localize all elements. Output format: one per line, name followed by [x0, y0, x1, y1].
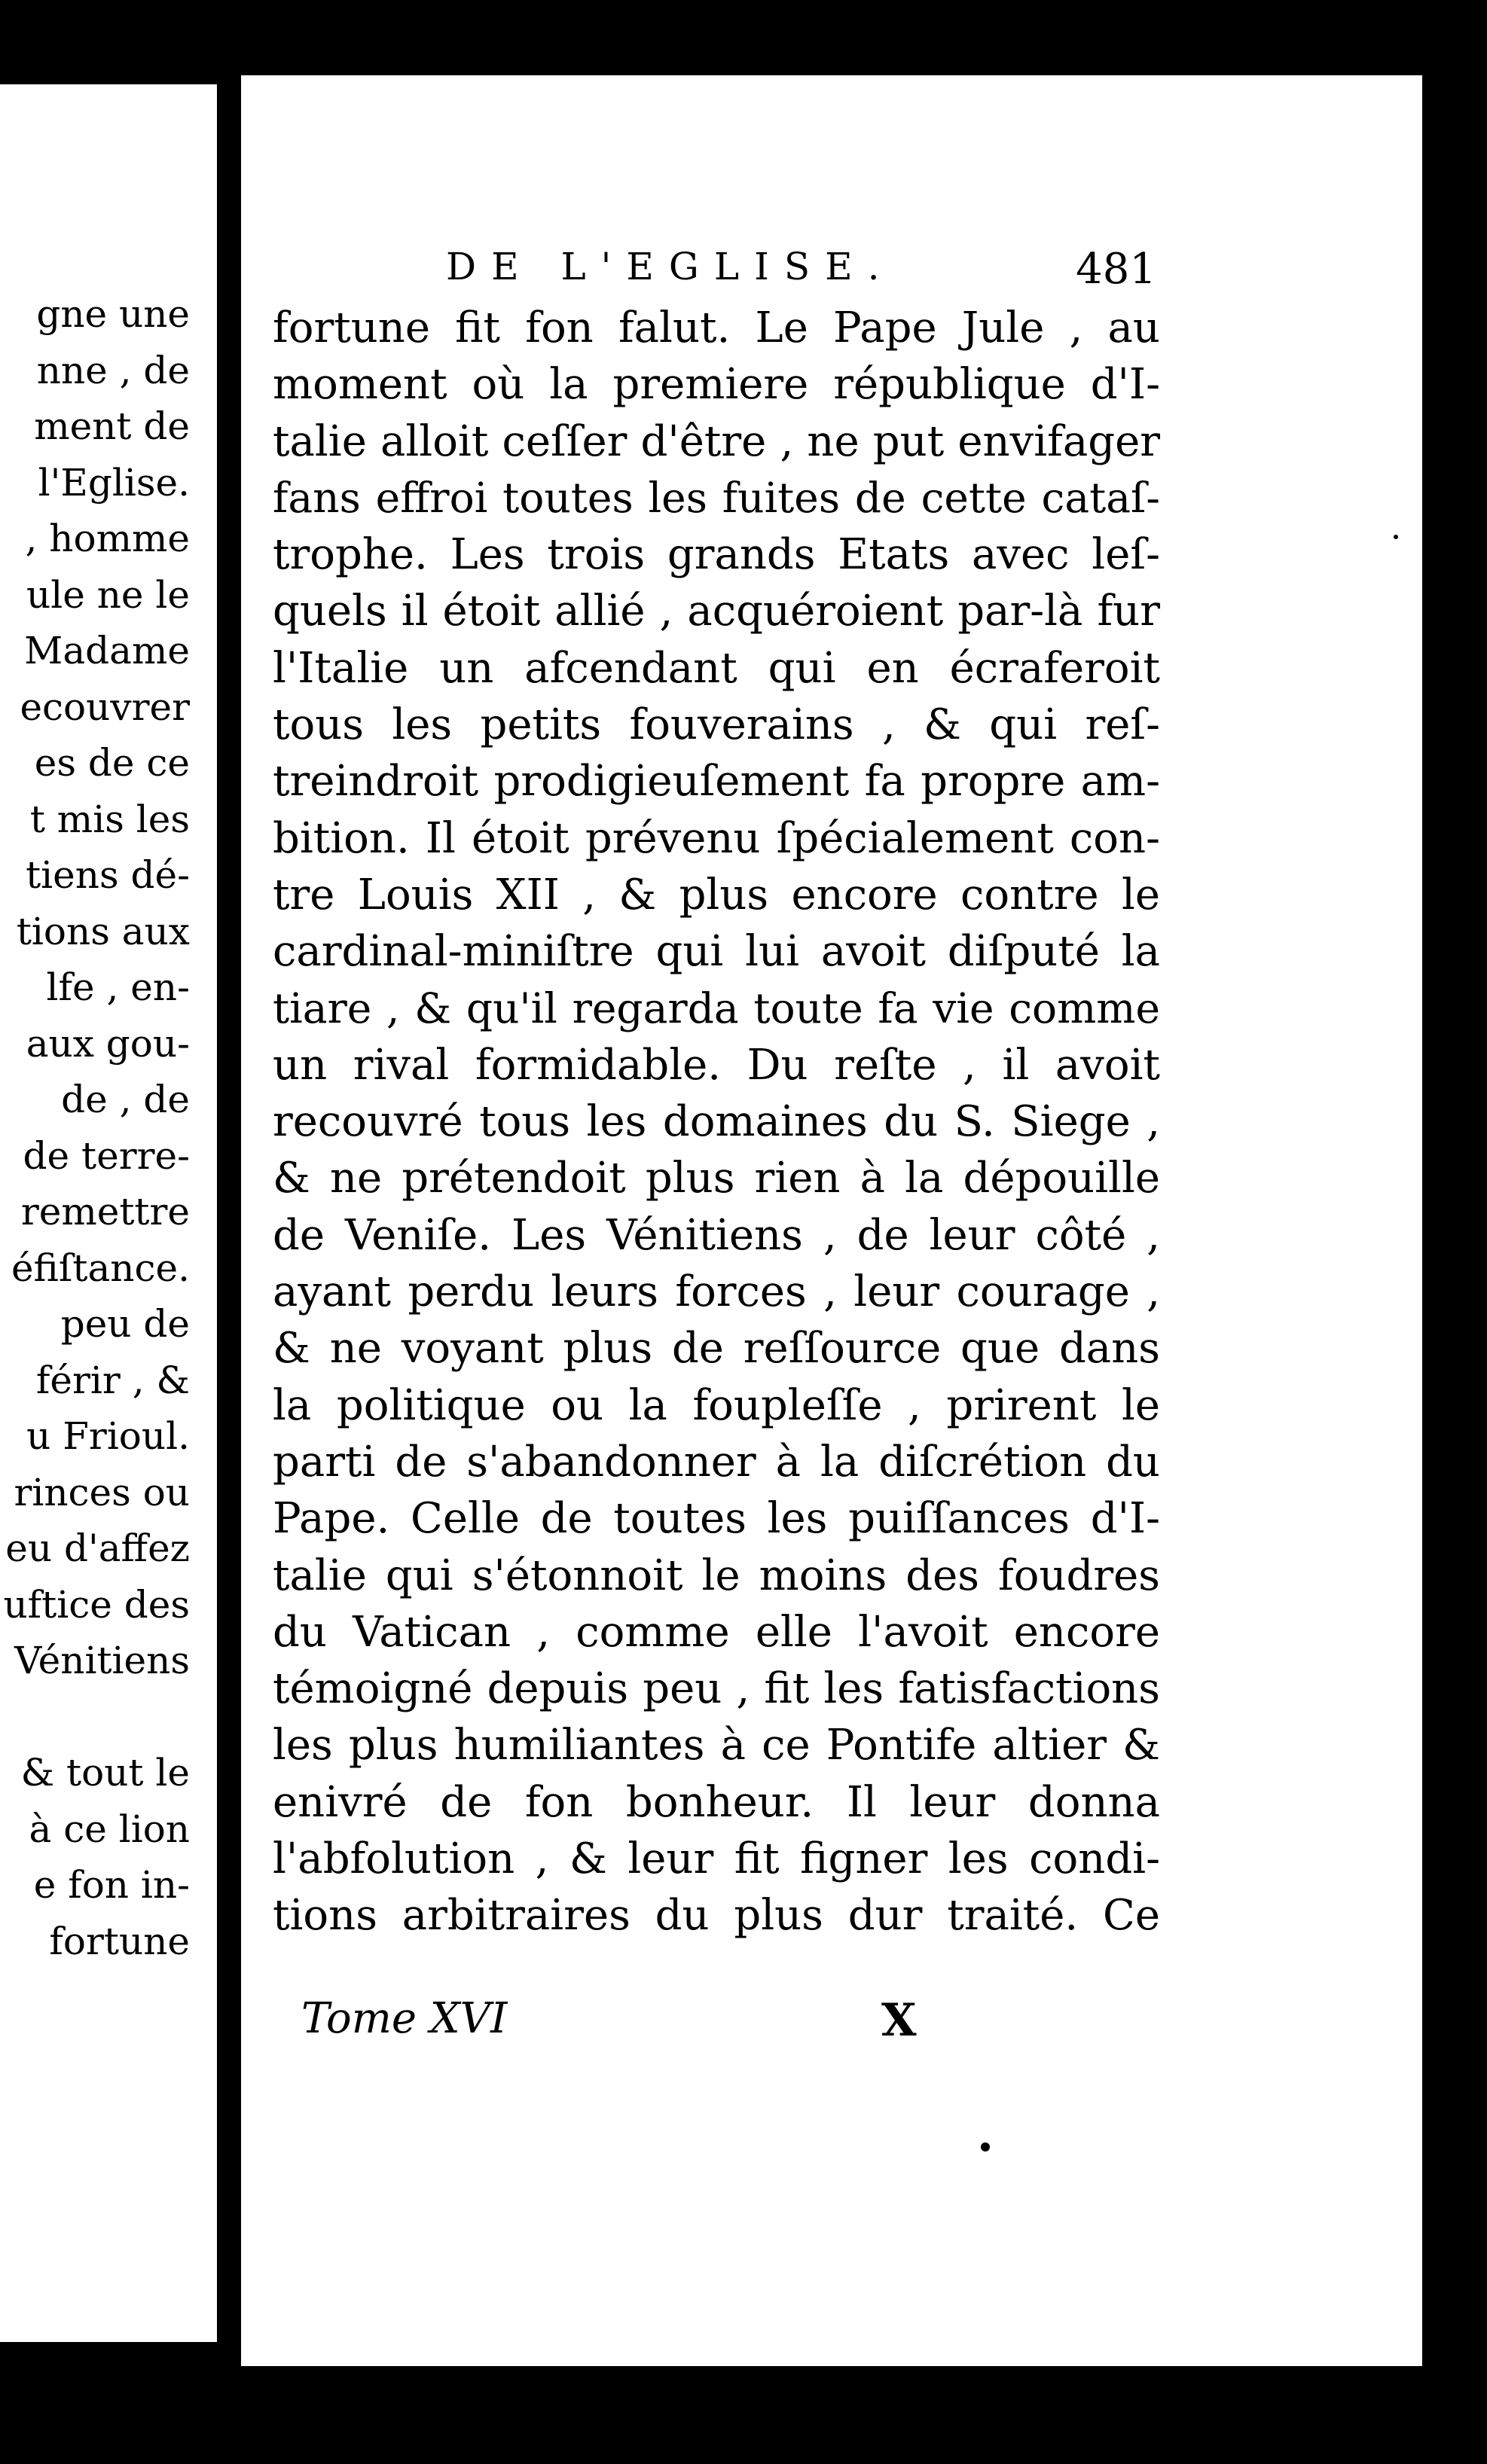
body-text-line: la politique ou la foupleſſe , prirent le — [273, 1380, 1160, 1430]
left-page-line: , homme — [25, 517, 190, 560]
body-text-line: témoigné depuis peu , fit les fatisfactions — [273, 1664, 1160, 1714]
left-page-line: es de ce — [34, 741, 190, 785]
left-page-line: t mis les — [29, 797, 190, 841]
body-text-line: ayant perdu leurs forces , leur courage , — [273, 1267, 1160, 1317]
body-text-line: moment où la premiere république d'I- — [273, 360, 1160, 410]
left-page-line: nne , de — [36, 348, 190, 392]
left-page-line: & tout le — [20, 1751, 190, 1795]
body-text-line: Pape. Celle de toutes les puiſſances d'I- — [273, 1494, 1160, 1544]
left-page-line: férir , & — [35, 1358, 190, 1402]
left-page-line: uftice des — [3, 1582, 190, 1627]
body-text-line: enivré de fon bonheur. Il leur donna — [273, 1777, 1160, 1827]
body-text-line: talie qui s'étonnoit le moins des foudres — [273, 1551, 1160, 1600]
left-page-line: de terre- — [23, 1133, 190, 1178]
left-page-line: fortune — [49, 1919, 190, 1963]
body-text-line: fans effroi toutes les fuites de cette cataſ- — [273, 473, 1160, 522]
body-text-line: recouvré tous les domaines du S. Siege , — [273, 1097, 1160, 1147]
left-page-line: ment de — [34, 404, 190, 448]
left-page-line: ecouvrer — [20, 685, 190, 729]
left-page-line: aux gou- — [26, 1021, 190, 1066]
left-page-line — [0, 1689, 190, 1746]
ink-speck — [1394, 535, 1398, 539]
left-page-line: peu de — [60, 1302, 190, 1346]
left-page-line: eu d'affez — [5, 1526, 190, 1570]
left-page-text — [0, 286, 190, 1969]
left-page-line: éfiſtance. — [11, 1246, 190, 1290]
body-text-line: trophe. Les trois grands Etats avec leſ- — [273, 530, 1160, 580]
page-number: 481 — [1076, 245, 1156, 294]
left-page-line: gne une — [36, 292, 190, 336]
left-page-line: remettre — [20, 1190, 190, 1234]
body-text-line: tions arbitraires du plus dur traité. Ce — [273, 1891, 1160, 1941]
body-text-line: fortune fit fon falut. Le Pape Jule , au — [273, 303, 1160, 352]
left-page-line: de , de — [61, 1078, 190, 1121]
body-text-line: tre Louis XII , & plus encore contre le — [273, 870, 1160, 919]
body-text-line: du Vatican , comme elle l'avoit encore — [273, 1607, 1160, 1657]
ink-speck — [981, 2142, 990, 2151]
left-page-line: e fon in- — [33, 1863, 190, 1907]
body-text-line: l'abfolution , & leur fit figner les condi- — [273, 1834, 1160, 1884]
body-text-line: tous les petits fouverains , & qui reſ- — [273, 700, 1160, 750]
body-text-line: quels il étoit allié , acquéroient par-là fur — [273, 587, 1160, 636]
footer-gathering-sign: X — [881, 1994, 917, 2047]
left-page-line: Madame — [24, 629, 190, 672]
body-text-line: treindroit prodigieuſement fa propre am- — [273, 757, 1160, 807]
body-text-line: un rival formidable. Du reſte , il avoit — [273, 1040, 1160, 1090]
left-page-line: tions aux — [16, 909, 190, 953]
body-text-line: les plus humiliantes à ce Pontife altier & — [273, 1721, 1160, 1770]
body-text-line: & ne voyant plus de reſſource que dans — [273, 1324, 1160, 1374]
body-text-line: cardinal-miniſtre qui lui avoit diſputé la — [273, 927, 1160, 977]
footer-volume-signature: Tome XVI — [301, 1994, 508, 2043]
left-page-line: Vénitiens — [14, 1639, 190, 1682]
running-head: DE L'EGLISE. — [446, 245, 895, 288]
left-page-line: rinces ou — [14, 1470, 190, 1514]
body-text-line: bition. Il étoit prévenu ſpécialement con- — [273, 813, 1160, 863]
book-gutter — [217, 0, 244, 2464]
body-text-line: talie alloit ceſſer d'être , ne put envifager — [273, 416, 1160, 466]
left-page-line: tiens dé- — [26, 853, 190, 897]
body-text-line: parti de s'abandonner à la diſcrétion du — [273, 1437, 1160, 1487]
left-page-line: u Frioul. — [26, 1414, 190, 1458]
left-page-line: ule ne le — [26, 572, 190, 617]
left-page-line: lfe , en- — [46, 965, 190, 1009]
body-text — [241, 300, 1422, 1944]
body-text-line: tiare , & qu'il regarda toute fa vie comme — [273, 983, 1160, 1032]
right-page — [241, 75, 1422, 2366]
left-page-line: l'Eglise. — [38, 460, 190, 505]
left-page — [0, 84, 217, 2342]
body-text-line: de Veniſe. Les Vénitiens , de leur côté , — [273, 1210, 1160, 1260]
body-text-line: l'Italie un afcendant qui en écraferoit — [273, 643, 1160, 693]
body-text-line: & ne prétendoit plus rien à la dépouille — [273, 1154, 1160, 1203]
left-page-line: à ce lion — [29, 1807, 190, 1851]
